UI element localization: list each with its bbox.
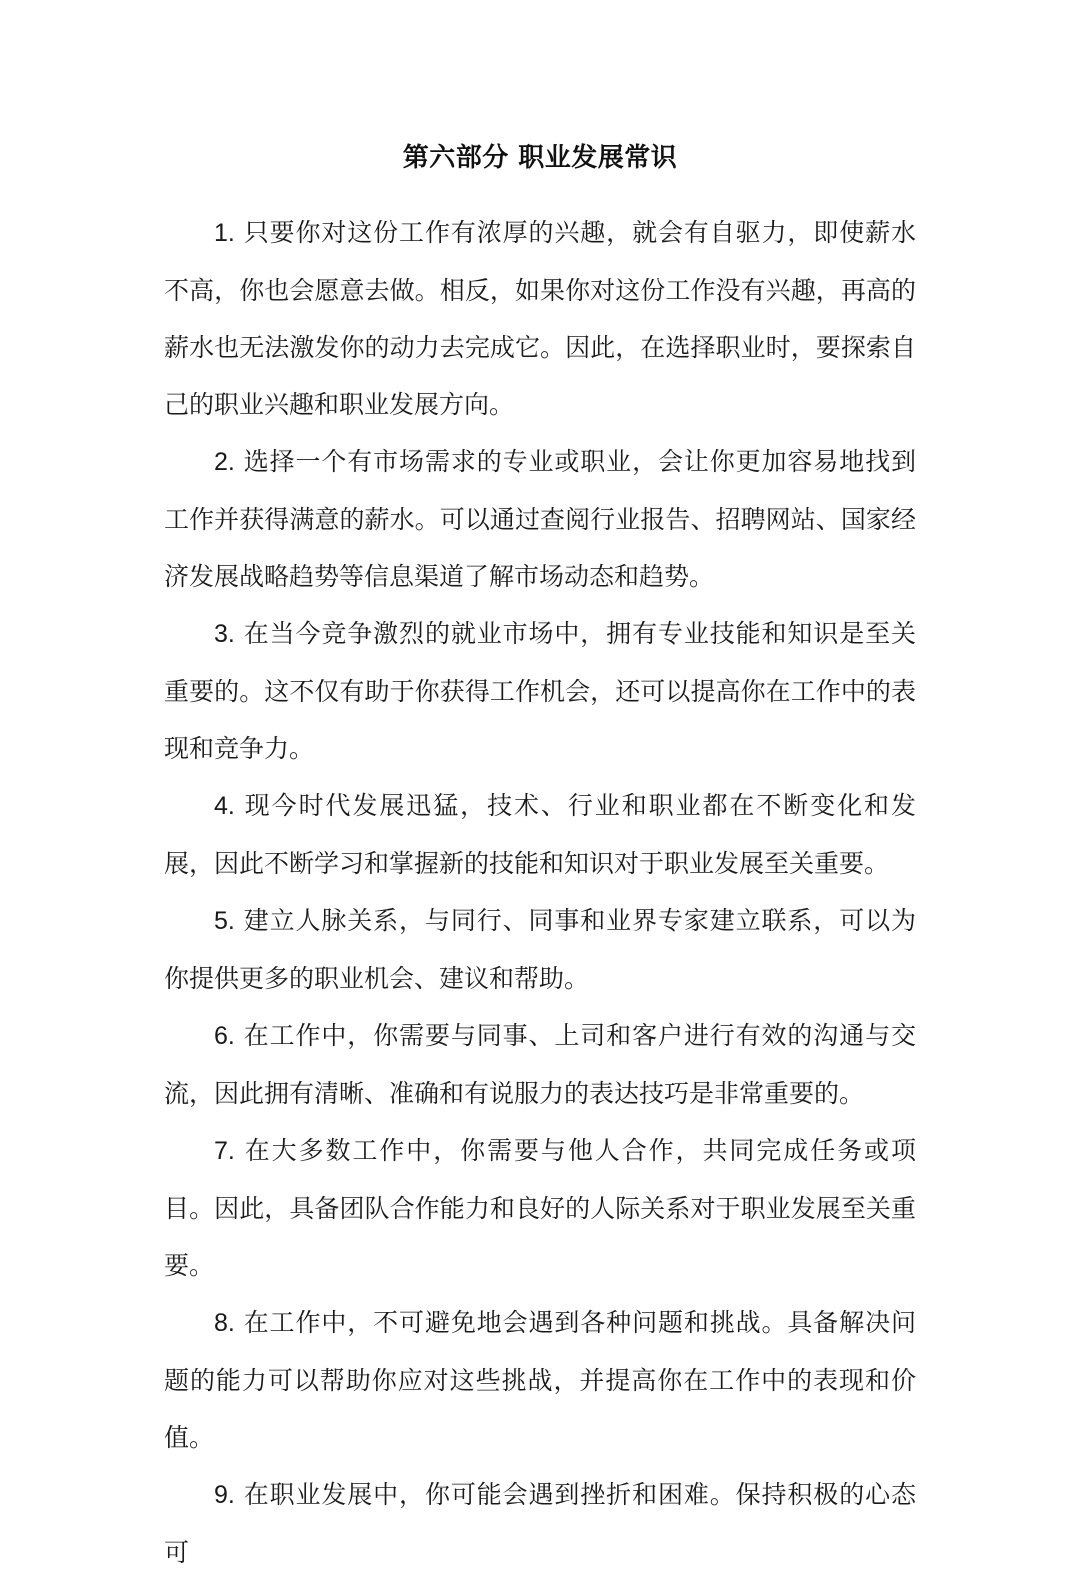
paragraph-number: 4. xyxy=(214,792,235,820)
paragraph-number: 7. xyxy=(214,1137,235,1165)
paragraph-1 xyxy=(164,204,916,433)
paragraph-text: 只要你对这份工作有浓厚的兴趣，就会有自驱力，即使薪水不高，你也会愿意去做。相反，如果你对这份工作没有兴趣，再高的薪水也无法激发你的动力去完成它。因此，在选择职业时，要探索自己的职业兴趣和职业发展方向。 xyxy=(164,218,916,419)
paragraph-text: 在工作中，你需要与同事、上司和客户进行有效的沟通与交流，因此拥有清晰、准确和有说服力的表达技巧是非常重要的。 xyxy=(164,1021,916,1108)
paragraph-6 xyxy=(164,1007,916,1122)
paragraph-8 xyxy=(164,1294,916,1466)
paragraph-number: 6. xyxy=(214,1022,235,1050)
paragraph-number: 3. xyxy=(214,620,235,648)
paragraph-text: 在工作中，不可避免地会遇到各种问题和挑战。具备解决问题的能力可以帮助你应对这些挑战，并提高你在工作中的表现和价值。 xyxy=(164,1308,916,1452)
paragraph-number: 1. xyxy=(214,219,235,247)
paragraph-number: 9. xyxy=(214,1481,235,1509)
paragraph-5 xyxy=(164,892,916,1007)
page-title: 第六部分 职业发展常识 xyxy=(402,143,678,173)
document-body xyxy=(164,204,916,1581)
paragraph-text: 现今时代发展迅猛，技术、行业和职业都在不断变化和发展，因此不断学习和掌握新的技能和知识对于职业发展至关重要。 xyxy=(164,791,916,878)
paragraph-4 xyxy=(164,777,916,892)
paragraph-text: 在当今竞争激烈的就业市场中，拥有专业技能和知识是至关重要的。这不仅有助于你获得工作机会，还可以提高你在工作中的表现和竞争力。 xyxy=(164,619,916,763)
paragraph-text: 建立人脉关系，与同行、同事和业界专家建立联系，可以为你提供更多的职业机会、建议和帮助。 xyxy=(164,906,916,993)
paragraph-text: 在大多数工作中，你需要与他人合作，共同完成任务或项目。因此，具备团队合作能力和良好的人际关系对于职业发展至关重要。 xyxy=(164,1136,916,1280)
paragraph-number: 2. xyxy=(214,448,235,476)
paragraph-text: 选择一个有市场需求的专业或职业，会让你更加容易地找到工作并获得满意的薪水。可以通过查阅行业报告、招聘网站、国家经济发展战略趋势等信息渠道了解市场动态和趋势。 xyxy=(164,447,916,591)
paragraph-text: 在职业发展中，你可能会遇到挫折和困难。保持积极的心态可 xyxy=(164,1480,916,1567)
paragraph-number: 5. xyxy=(214,907,235,935)
paragraph-3 xyxy=(164,605,916,777)
paragraph-number: 8. xyxy=(214,1309,235,1337)
paragraph-9 xyxy=(164,1466,916,1581)
paragraph-2 xyxy=(164,433,916,605)
paragraph-7 xyxy=(164,1122,916,1294)
